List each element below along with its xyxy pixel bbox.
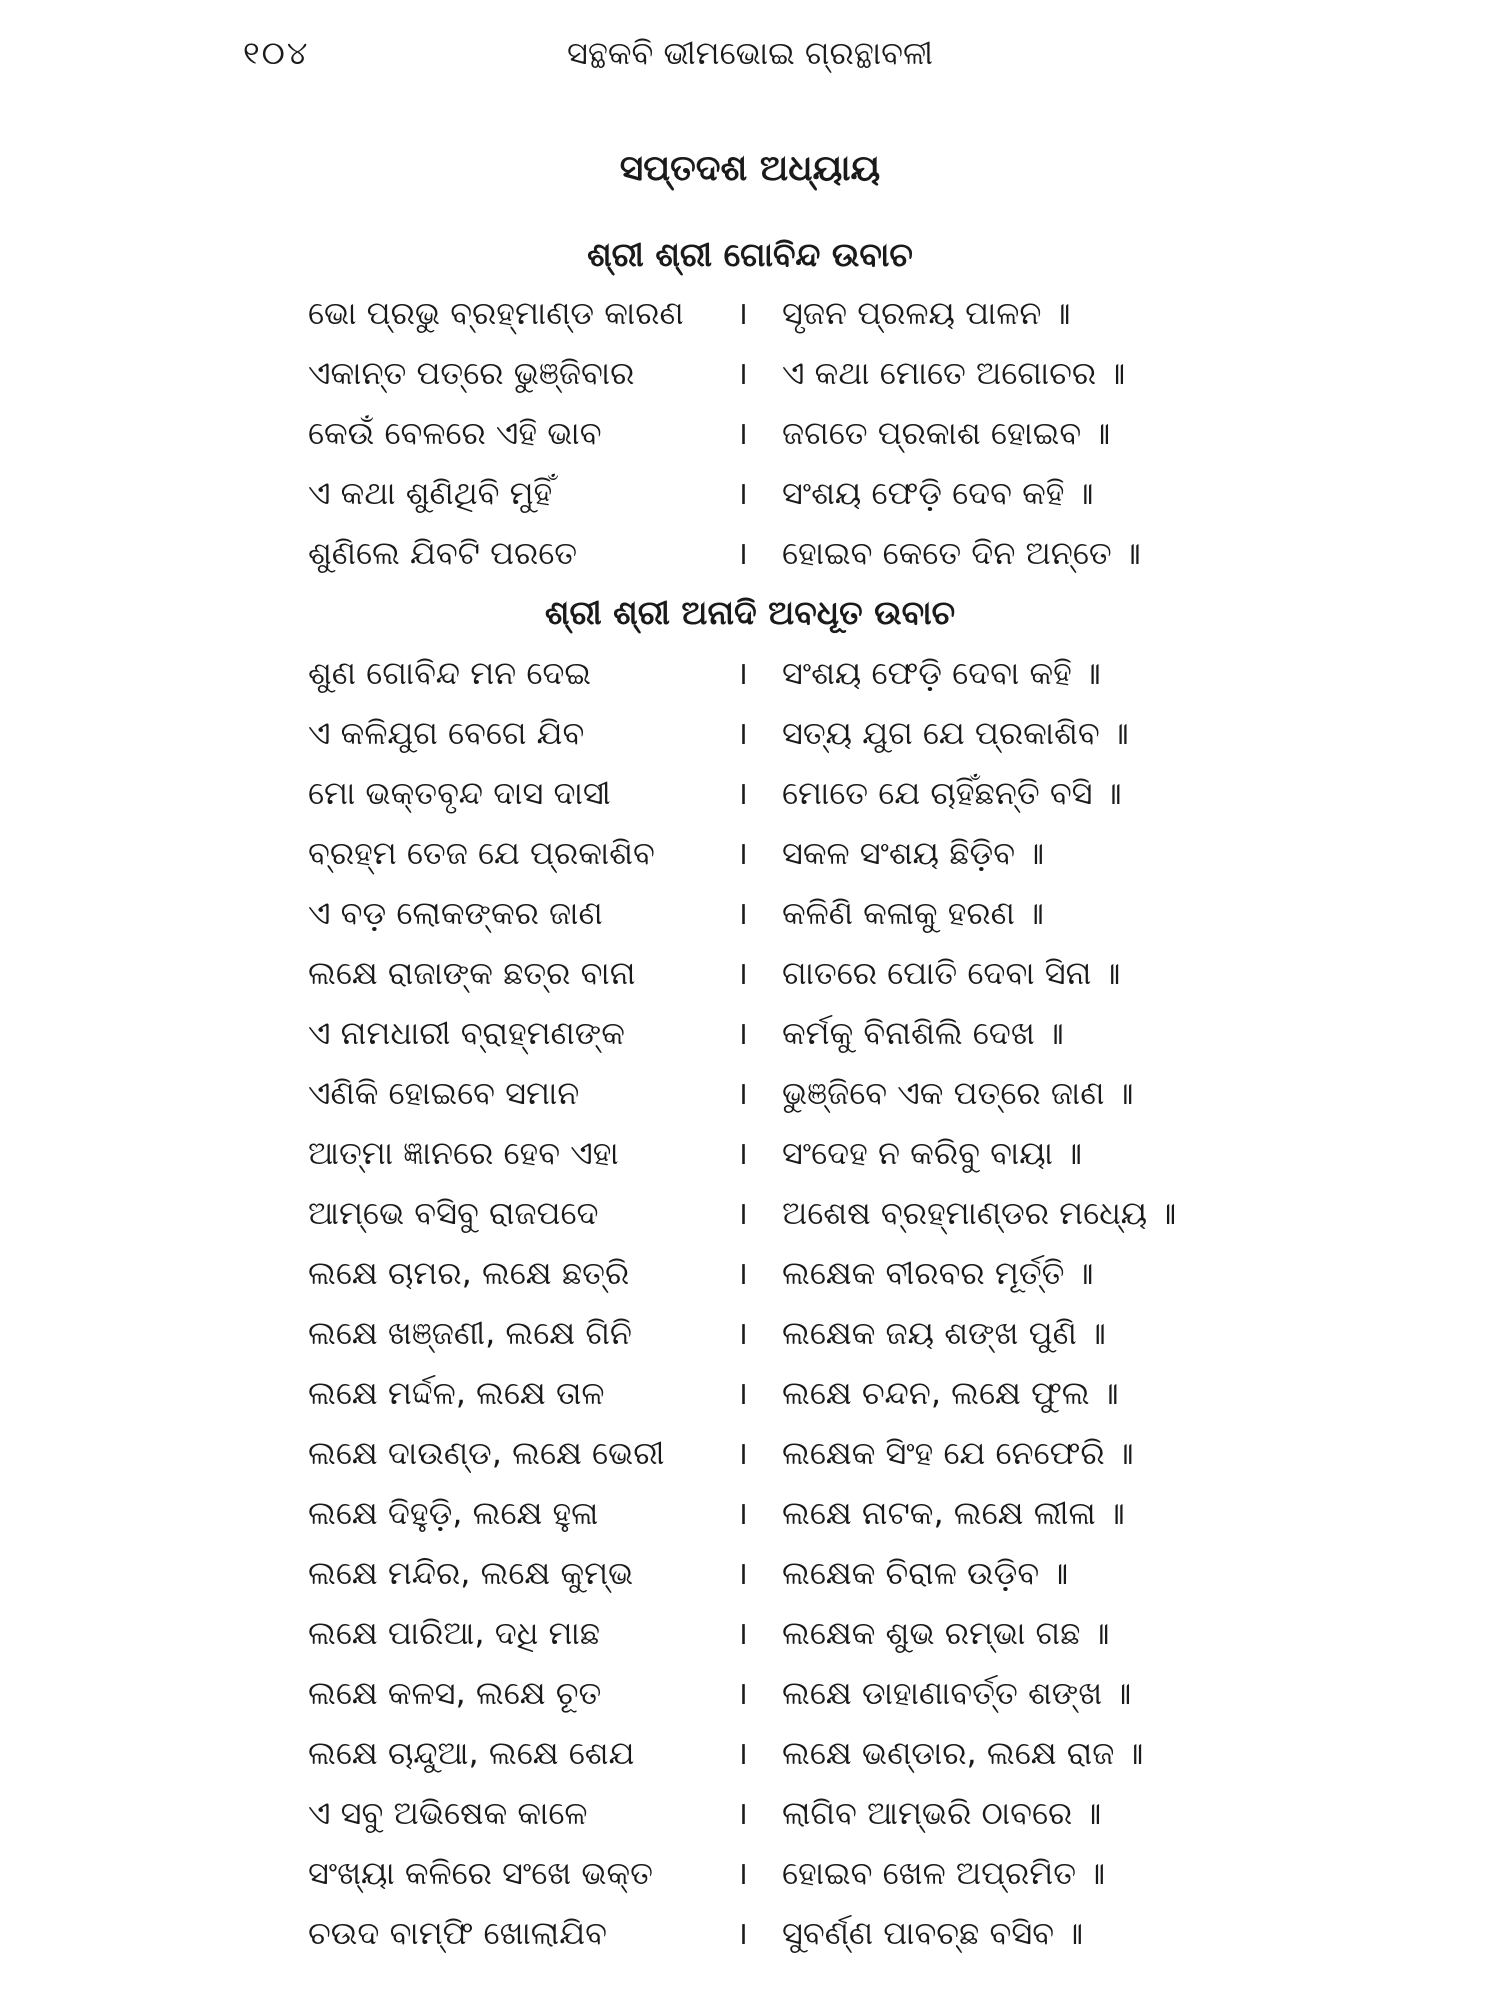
verse-danda-separator: । (736, 774, 749, 812)
verse-second-half: ଲାଗିବ ଆମ୍ଭରି ଠାବରେ ॥ (782, 1794, 1102, 1832)
verse-first-half: ଲକ୍ଷେ ଦାଉଣ୍ଡ, ଲକ୍ଷେ ଭେରୀ (308, 1434, 665, 1472)
section-speaker-heading: ଶ୍ରୀ ଶ୍ରୀ ଅନାଦି ଅବଧୂତ ଉବାଚ (544, 593, 956, 632)
verse-line (308, 523, 1268, 583)
verse-line (308, 1903, 1268, 1963)
verse-second-half: ଲକ୍ଷେକ ବୀରବର ମୂର୍ତ୍ତି ॥ (782, 1254, 1094, 1292)
verse-second-half: ଲକ୍ଷେ ନାଟକ, ଲକ୍ଷେ ଲୀଳା ॥ (782, 1494, 1125, 1532)
verse-second-half: ଲକ୍ଷେ ଭଣ୍ଡାର, ଲକ୍ଷେ ରାଜ ॥ (782, 1734, 1144, 1772)
verse-line (308, 403, 1268, 463)
verse-second-half: ଲକ୍ଷେକ ଚିରାଳ ଉଡ଼ିବ ॥ (782, 1554, 1069, 1592)
verse-danda-separator: । (736, 1794, 749, 1832)
verse-danda-separator: । (736, 1134, 749, 1172)
verse-danda-separator: । (736, 654, 749, 692)
verse-line (308, 1723, 1268, 1783)
verse-first-half: ଲକ୍ଷେ ଖଞ୍ଜଣୀ, ଲକ୍ଷେ ଗିନି (308, 1314, 632, 1352)
verse-danda-separator: । (736, 414, 749, 452)
verse-line (308, 823, 1268, 883)
verse-line (308, 283, 1268, 343)
verse-second-half: ଅଶେଷ ବ୍ରହ୍ମାଣ୍ଡର ମଧ୍ୟେ ॥ (782, 1194, 1177, 1232)
verse-line (308, 643, 1268, 703)
verse-danda-separator: । (736, 1914, 749, 1952)
verse-first-half: ଲକ୍ଷେ ମର୍ଦ୍ଦଳ, ଲକ୍ଷେ ତାଳ (308, 1374, 605, 1412)
verse-first-half: ବ୍ରହ୍ମ ତେଜ ଯେ ପ୍ରକାଶିବ (308, 834, 655, 872)
verse-second-half: ସକଳ ସଂଶୟ ଛିଡ଼ିବ ॥ (782, 834, 1045, 872)
verse-danda-separator: । (736, 1494, 749, 1532)
verse-second-half: ଲକ୍ଷେ ଚନ୍ଦନ, ଲକ୍ଷେ ଫୁଲ ॥ (782, 1374, 1119, 1412)
verse-line (308, 1483, 1268, 1543)
verse-first-half: ଶୁଣିଲେ ଯିବଟି ପରତେ (308, 534, 578, 572)
verse-danda-separator: । (736, 714, 749, 752)
verse-danda-separator: । (736, 1614, 749, 1652)
verse-first-half: ଲକ୍ଷେ ଦିହୁଡ଼ି, ଲକ୍ଷେ ହୁଳା (308, 1494, 599, 1532)
verse-danda-separator: । (736, 834, 749, 872)
verse-line (308, 943, 1268, 1003)
verse-second-half: ମୋତେ ଯେ ଚାହିଁଛନ୍ତି ବସି ॥ (782, 774, 1122, 812)
verse-second-half: ହୋଇବ କେତେ ଦିନ ଅନ୍ତେ ॥ (782, 534, 1141, 572)
verse-line (308, 1543, 1268, 1603)
verse-first-half: ଏକାନ୍ତ ପତ୍ରେ ଭୁଞ୍ଜିବାର (308, 354, 635, 392)
verse-first-half: କେଉଁ ବେଳରେ ଏହି ଭାବ (308, 414, 602, 452)
verse-first-half: ଏଣିକି ହୋଇବେ ସମାନ (308, 1074, 580, 1112)
verse-second-half: ସୁବର୍ଣ୍ଣ ପାବଚ୍ଛ ବସିବ ॥ (782, 1914, 1084, 1952)
verse-first-half: ଆତ୍ମା ଜ୍ଞାନରେ ହେବ ଏହା (308, 1134, 619, 1172)
running-title: ସନ୍ଥକବି ଭୀମଭୋଇ ଗ୍ରନ୍ଥାବଳୀ (566, 34, 934, 72)
verse-second-half: ଲକ୍ଷେକ ଜୟ ଶଙ୍ଖ ପୁଣି ॥ (782, 1314, 1106, 1352)
verse-danda-separator: । (736, 1374, 749, 1412)
verse-first-half: ଲକ୍ଷେ ରାଜାଙ୍କ ଛତ୍ର ବାନା (308, 954, 636, 992)
page-number: ୧୦୪ (243, 34, 310, 72)
verse-first-half: ଲକ୍ଷେ ପାରିଆ, ଦଧି ମାଛ (308, 1614, 601, 1652)
verse-second-half: ଏ କଥା ମୋତେ ଅଗୋଚର ॥ (782, 354, 1126, 392)
verse-second-half: ସୃଜନ ପ୍ରଳୟ ପାଳନ ॥ (782, 294, 1071, 332)
verse-second-half: ହୋଇବ ଖେଳ ଅପ୍ରମିତ ॥ (782, 1854, 1106, 1892)
verse-first-half: ଲକ୍ଷେ ଚାମର, ଲକ୍ଷେ ଛତ୍ରି (308, 1254, 630, 1292)
verse-danda-separator: । (736, 1314, 749, 1352)
verse-second-half: ସତ୍ୟ ଯୁଗ ଯେ ପ୍ରକାଶିବ ॥ (782, 714, 1129, 752)
verse-danda-separator: । (736, 894, 749, 932)
verse-first-half: ମୋ ଭକ୍ତବୃନ୍ଦ ଦାସ ଦାସୀ (308, 774, 611, 812)
verse-first-half: ଏ କଳିଯୁଗ ବେଗେ ଯିବ (308, 714, 585, 752)
verse-first-half: ଏ ସବୁ ଅଭିଷେକ କାଳେ (308, 1794, 588, 1832)
verse-danda-separator: । (736, 1434, 749, 1472)
verse-line (308, 1363, 1268, 1423)
verse-first-half: ଆମ୍ଭେ ବସିବୁ ରାଜପଦେ (308, 1194, 599, 1232)
verse-second-half: ସଂଦେହ ନ କରିବୁ ବାୟା ॥ (782, 1134, 1082, 1172)
verse-first-half: ସଂଖ୍ୟା କଳିରେ ସଂଖେ ଭକ୍ତ (308, 1854, 653, 1892)
verse-line (308, 1003, 1268, 1063)
verse-second-half: ଭୁଞ୍ଜିବେ ଏକ ପତ୍ରେ ଜାଣ ॥ (782, 1074, 1134, 1112)
verse-danda-separator: । (736, 1734, 749, 1772)
verse-first-half: ଶୁଣ ଗୋବିନ୍ଦ ମନ ଦେଇ (308, 654, 592, 692)
verse-line (308, 1183, 1268, 1243)
verse-second-half: କଳିଣି କଳାକୁ ହରଣ ॥ (782, 894, 1044, 932)
verse-second-half: ସଂଶୟ ଫେଡ଼ି ଦେବ କହି ॥ (782, 474, 1094, 512)
verse-line (308, 703, 1268, 763)
verse-second-half: ଜଗତେ ପ୍ରକାଶ ହୋଇବ ॥ (782, 414, 1111, 452)
verse-first-half: ଏ ବଡ଼ ଲୋକଙ୍କର ଜାଣ (308, 894, 603, 932)
verse-first-half: ଏ ନାମଧାରୀ ବ୍ରାହ୍ମଣଙ୍କ (308, 1014, 625, 1052)
verse-line (308, 1603, 1268, 1663)
verse-second-half: ଗାତରେ ପୋତି ଦେବା ସିନା ॥ (782, 954, 1121, 992)
verse-line (308, 1123, 1268, 1183)
verse-second-half: ସଂଶୟ ଫେଡ଼ି ଦେବା କହି ॥ (782, 654, 1101, 692)
verse-danda-separator: । (736, 534, 749, 572)
verse-line (308, 763, 1268, 823)
verse-second-half: ଲକ୍ଷେକ ଶୁଭ ରମ୍ଭା ଗଛ ॥ (782, 1614, 1110, 1652)
verse-danda-separator: । (736, 294, 749, 332)
verse-danda-separator: । (736, 354, 749, 392)
verse-line (308, 1843, 1268, 1903)
verse-second-half: ଲକ୍ଷେ ଡାହାଣାବର୍ତ୍ତ ଶଙ୍ଖ ॥ (782, 1674, 1132, 1712)
verse-line (308, 1063, 1268, 1123)
verse-first-half: ଚଉଦ ବାମ୍ଫି ଖୋଲାଯିବ (308, 1914, 607, 1952)
verse-danda-separator: । (736, 1674, 749, 1712)
verse-first-half: ଲକ୍ଷେ ମନ୍ଦିର, ଲକ୍ଷେ କୁମ୍ଭ (308, 1554, 634, 1592)
verse-second-half: ଲକ୍ଷେକ ସିଂହ ଯେ ନେଫେରି ॥ (782, 1434, 1134, 1472)
verse-line (308, 1243, 1268, 1303)
verse-first-half: ଲକ୍ଷେ ଚାନ୍ଦୁଆ, ଲକ୍ଷେ ଶେଯ (308, 1734, 635, 1772)
verse-danda-separator: । (736, 1014, 749, 1052)
verse-danda-separator: । (736, 1254, 749, 1292)
verse-danda-separator: । (736, 474, 749, 512)
verse-line (308, 883, 1268, 943)
verse-second-half: କର୍ମକୁ ବିନାଶିଲି ଦେଖ ॥ (782, 1014, 1064, 1052)
chapter-title: ସପ୍ତଦଶ ଅଧ୍ୟାୟ (619, 148, 881, 189)
verse-line (308, 1423, 1268, 1483)
verse-line (308, 1303, 1268, 1363)
verse-danda-separator: । (736, 1194, 749, 1232)
verse-danda-separator: । (736, 1854, 749, 1892)
verse-danda-separator: । (736, 1554, 749, 1592)
verse-line (308, 463, 1268, 523)
verse-first-half: ଭୋ ପ୍ରଭୁ ବ୍ରହ୍ମାଣ୍ଡ କାରଣ (308, 294, 684, 332)
verse-first-half: ଲକ୍ଷେ କଳସ, ଲକ୍ଷେ ଚୂତ (308, 1674, 602, 1712)
verse-line (308, 1783, 1268, 1843)
verse-danda-separator: । (736, 954, 749, 992)
section-speaker-heading: ଶ୍ରୀ ଶ୍ରୀ ଗୋବିନ୍ଦ ଉବାଚ (587, 235, 913, 274)
verse-first-half: ଏ କଥା ଶୁଣିଥିବି ମୁହିଁ (308, 474, 553, 512)
verse-line (308, 1663, 1268, 1723)
verse-danda-separator: । (736, 1074, 749, 1112)
verse-line (308, 343, 1268, 403)
